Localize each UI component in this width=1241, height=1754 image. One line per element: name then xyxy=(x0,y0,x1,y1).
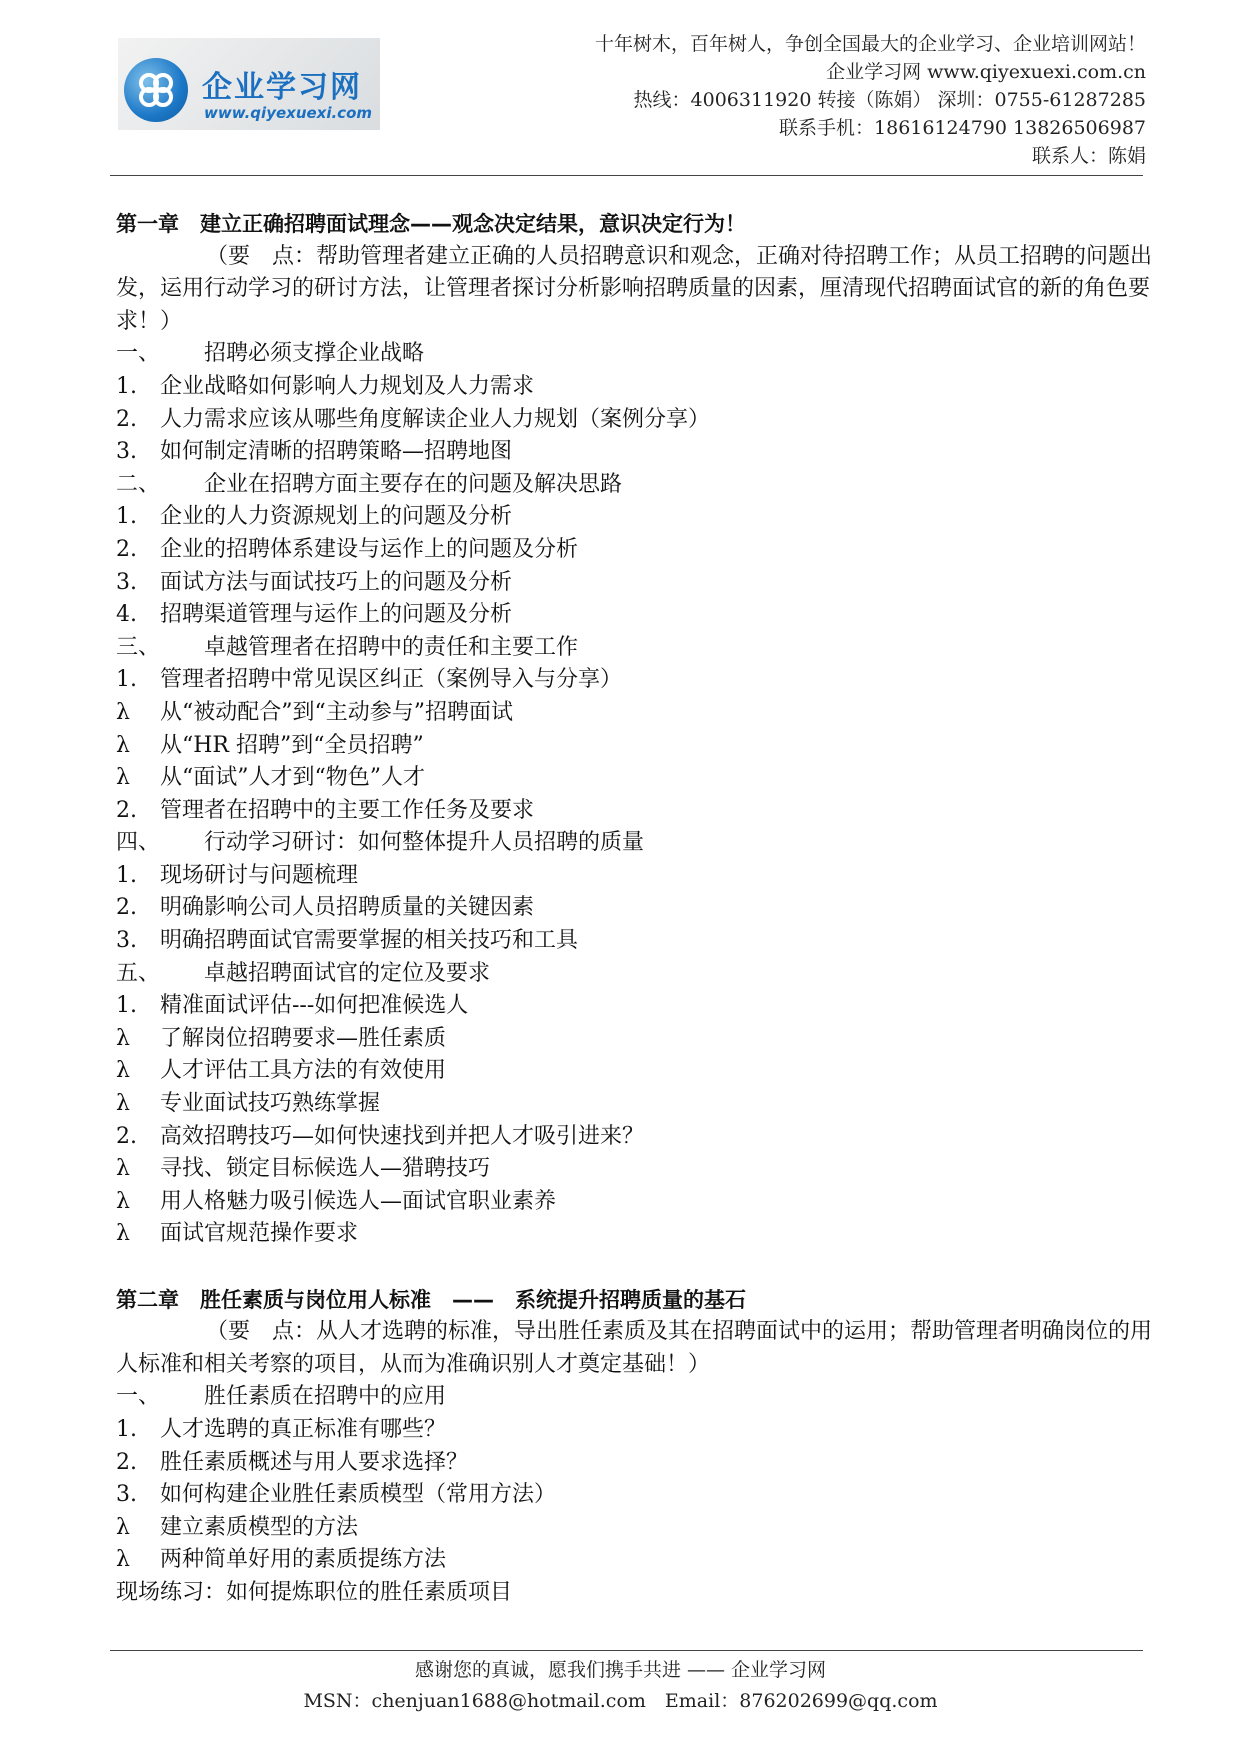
header-mobile: 联系手机：18616124790 13826506987 xyxy=(779,117,1146,139)
list-item xyxy=(116,534,1156,567)
list-item xyxy=(116,730,1156,763)
footer-contacts: MSN：chenjuan1688@hotmail.com Email：876202699@qq.com xyxy=(303,1690,938,1712)
item-text: 企业的招聘体系建设与运作上的问题及分析 xyxy=(160,536,579,562)
list-item xyxy=(116,990,1156,1023)
header-hotline: 热线：4006311920 转接（陈娟） 深圳：0755-61287285 xyxy=(633,89,1146,111)
item-text: 如何构建企业胜任素质模型（常用方法） xyxy=(160,1482,557,1508)
item-text: 企业战略如何影响人力规划及人力需求 xyxy=(160,373,535,399)
item-number: 1. xyxy=(116,862,137,888)
section-heading xyxy=(116,827,1156,860)
list-item xyxy=(116,795,1156,828)
bullet-marker: λ xyxy=(116,732,130,758)
item-number: 五、 xyxy=(116,960,161,986)
item-text: 精准面试评估---如何把准候选人 xyxy=(160,993,469,1019)
list-item xyxy=(116,1055,1156,1088)
footer xyxy=(0,1655,1241,1717)
item-text: 人力需求应该从哪些角度解读企业人力规划（案例分享） xyxy=(160,406,711,432)
item-text: 从“面试”人才到“物色”人才 xyxy=(160,765,425,791)
item-number: 2. xyxy=(116,1123,137,1149)
item-number: 2. xyxy=(116,1449,137,1475)
item-number: 2. xyxy=(116,536,137,562)
item-number: 1. xyxy=(116,373,137,399)
header-contact-block xyxy=(595,30,1146,170)
item-text: 管理者在招聘中的主要工作任务及要求 xyxy=(160,797,535,823)
list-item xyxy=(116,697,1156,730)
item-text: 企业在招聘方面主要存在的问题及解决思路 xyxy=(204,471,623,497)
item-number: 3. xyxy=(116,439,137,465)
item-number: 2. xyxy=(116,797,137,823)
item-number: 3. xyxy=(116,1482,137,1508)
logo-url: www.qiyexuexi.com xyxy=(204,104,373,122)
bullet-marker: λ xyxy=(116,1547,130,1573)
list-item xyxy=(116,1479,1156,1512)
bullet-marker: λ xyxy=(116,1221,130,1247)
item-number: 1. xyxy=(116,993,137,1019)
bullet-marker: λ xyxy=(116,1025,130,1051)
bullet-marker: λ xyxy=(116,1514,130,1540)
item-text: 面试方法与面试技巧上的问题及分析 xyxy=(160,569,513,595)
item-number: 2. xyxy=(116,895,137,921)
logo-emblem-icon xyxy=(124,58,188,122)
item-text: 胜任素质在招聘中的应用 xyxy=(204,1384,447,1410)
header-contact-person: 联系人：陈娟 xyxy=(1031,145,1146,167)
footer-thanks: 感谢您的真诚，愿我们携手共进 —— 企业学习网 xyxy=(414,1659,827,1681)
chapter-2-title: 第二章 胜任素质与岗位用人标准 —— 系统提升招聘质量的基石 xyxy=(116,1287,746,1312)
document-body xyxy=(116,208,1156,1610)
bullet-marker: λ xyxy=(116,1091,130,1117)
list-item xyxy=(116,371,1156,404)
item-text: 卓越招聘面试官的定位及要求 xyxy=(204,960,491,986)
item-text: 建立素质模型的方法 xyxy=(160,1514,359,1540)
bullet-marker: λ xyxy=(116,699,130,725)
item-text: 卓越管理者在招聘中的责任和主要工作 xyxy=(204,634,579,660)
list-item xyxy=(116,762,1156,795)
item-number: 一、 xyxy=(116,341,161,367)
item-text: 招聘渠道管理与运作上的问题及分析 xyxy=(160,602,513,628)
header-site: 企业学习网 www.qiyexuexi.com.cn xyxy=(826,61,1146,83)
item-number: 1. xyxy=(116,667,137,693)
bullet-marker: λ xyxy=(116,765,130,791)
item-text: 如何制定清晰的招聘策略—招聘地图 xyxy=(160,439,513,465)
item-number: 三、 xyxy=(116,634,161,660)
list-item xyxy=(116,567,1156,600)
item-number: 3. xyxy=(116,569,137,595)
item-text: 明确招聘面试官需要掌握的相关技巧和工具 xyxy=(160,928,579,954)
item-number: 1. xyxy=(116,504,137,530)
list-item xyxy=(116,1023,1156,1056)
section-heading xyxy=(116,338,1156,371)
list-item xyxy=(116,1186,1156,1219)
chapter-2-outline xyxy=(116,1381,1156,1577)
item-text: 从“HR 招聘”到“全员招聘” xyxy=(160,732,424,758)
list-item xyxy=(116,1218,1156,1251)
item-text: 寻找、锁定目标候选人—猎聘技巧 xyxy=(160,1156,491,1182)
item-text: 管理者招聘中常见误区纠正（案例导入与分享） xyxy=(160,667,623,693)
item-text: 企业的人力资源规划上的问题及分析 xyxy=(160,504,513,530)
item-text: 专业面试技巧熟练掌握 xyxy=(160,1091,381,1117)
item-text: 两种简单好用的素质提练方法 xyxy=(160,1547,447,1573)
item-number: 一、 xyxy=(116,1384,161,1410)
logo-name: 企业学习网 xyxy=(202,70,362,105)
list-item xyxy=(116,404,1156,437)
item-number: 1. xyxy=(116,1416,137,1442)
item-text: 行动学习研讨：如何整体提升人员招聘的质量 xyxy=(204,830,645,856)
list-item xyxy=(116,860,1156,893)
item-text: 高效招聘技巧—如何快速找到并把人才吸引进来？ xyxy=(160,1123,645,1149)
list-item xyxy=(116,925,1156,958)
list-item xyxy=(116,1414,1156,1447)
item-text: 招聘必须支撑企业战略 xyxy=(204,341,425,367)
item-number: 二、 xyxy=(116,471,161,497)
header-divider xyxy=(110,175,1143,176)
list-item xyxy=(116,1512,1156,1545)
item-number: 四、 xyxy=(116,830,161,856)
list-item xyxy=(116,436,1156,469)
list-item xyxy=(116,1088,1156,1121)
footer-divider xyxy=(110,1650,1143,1651)
list-item xyxy=(116,501,1156,534)
item-number: 4. xyxy=(116,602,137,628)
chapter-2-summary: （要 点：从人才选聘的标准，导出胜任素质及其在招聘面试中的运用；帮助管理者明确岗位的用人标准和相关考察的项目，从而为准确识别人才奠定基础！） xyxy=(116,1319,1153,1377)
item-number: 3. xyxy=(116,928,137,954)
item-text: 面试官规范操作要求 xyxy=(160,1221,359,1247)
item-number: 2. xyxy=(116,406,137,432)
item-text: 人才选聘的真正标准有哪些？ xyxy=(160,1416,447,1442)
company-logo xyxy=(118,38,380,130)
list-item xyxy=(116,1447,1156,1480)
header-slogan: 十年树木，百年树人，争创全国最大的企业学习、企业培训网站！ xyxy=(594,33,1146,55)
item-text: 人才评估工具方法的有效使用 xyxy=(160,1058,447,1084)
section-heading xyxy=(116,1381,1156,1414)
bullet-marker: λ xyxy=(116,1058,130,1084)
item-text: 了解岗位招聘要求—胜任素质 xyxy=(160,1025,447,1051)
item-text: 用人格魅力吸引候选人—面试官职业素养 xyxy=(160,1188,557,1214)
item-text: 现场研讨与问题梳理 xyxy=(160,862,359,888)
section-heading xyxy=(116,958,1156,991)
chapter-1-summary: （要 点：帮助管理者建立正确的人员招聘意识和观念，正确对待招聘工作；从员工招聘的问题出发，运用行动学习的研讨方法，让管理者探讨分析影响招聘质量的因素，厘清现代招聘面试官的新的角色要求！） xyxy=(116,243,1153,334)
bullet-marker: λ xyxy=(116,1156,130,1182)
item-text: 从“被动配合”到“主动参与”招聘面试 xyxy=(160,699,513,725)
chapter-2-practice: 现场练习：如何提炼职位的胜任素质项目 xyxy=(116,1579,513,1605)
list-item xyxy=(116,1153,1156,1186)
bullet-marker: λ xyxy=(116,1188,130,1214)
section-heading xyxy=(116,632,1156,665)
list-item xyxy=(116,664,1156,697)
list-item xyxy=(116,892,1156,925)
chapter-1-title: 第一章 建立正确招聘面试理念——观念决定结果，意识决定行为！ xyxy=(116,212,746,236)
list-item xyxy=(116,1544,1156,1577)
chapter-1-outline xyxy=(116,338,1156,1251)
item-text: 胜任素质概述与用人要求选择？ xyxy=(160,1449,469,1475)
section-heading xyxy=(116,469,1156,502)
chapter-gap xyxy=(116,1251,1156,1284)
list-item xyxy=(116,1121,1156,1154)
item-text: 明确影响公司人员招聘质量的关键因素 xyxy=(160,895,535,921)
list-item xyxy=(116,599,1156,632)
